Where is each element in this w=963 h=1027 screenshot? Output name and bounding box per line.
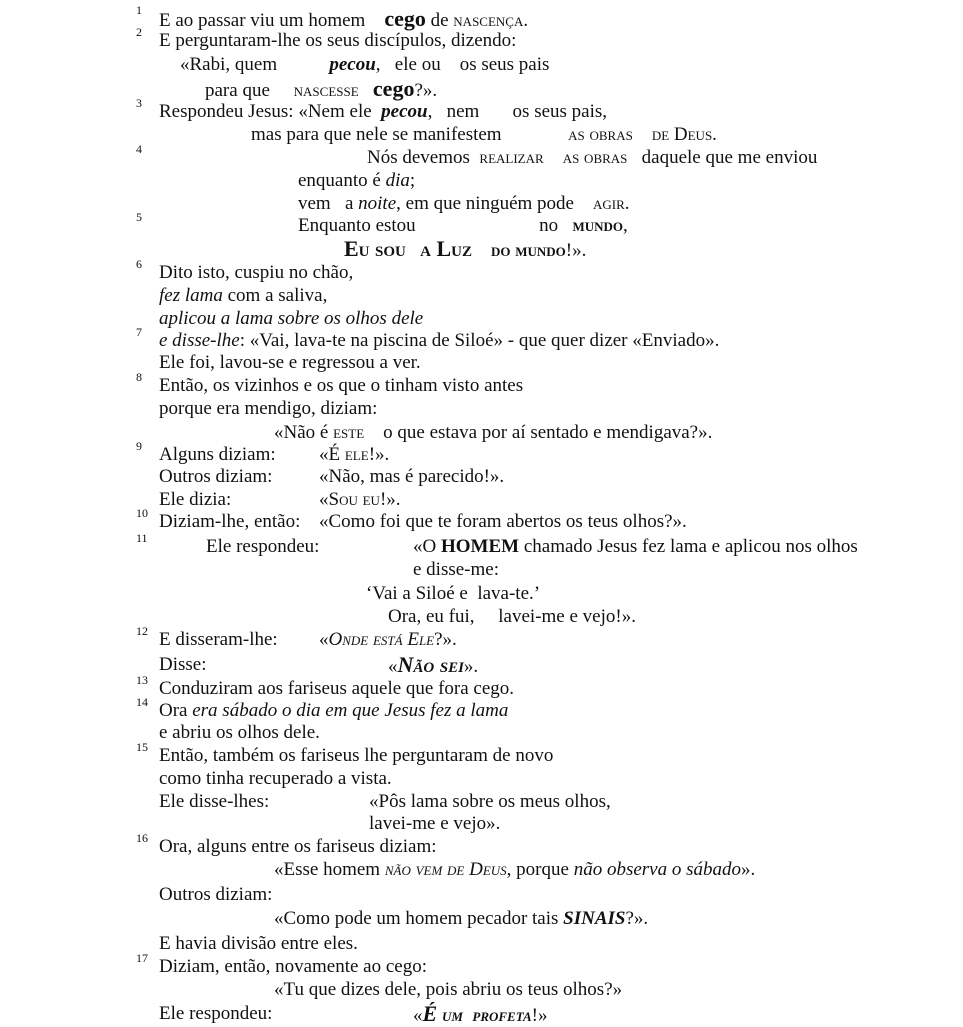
text-segment: Outros diziam: — [159, 884, 273, 905]
verse-number: 10 — [136, 506, 148, 520]
text-segment: SINAIS — [563, 908, 626, 929]
text-line — [159, 8, 528, 32]
text-segment: era sábado o dia em que Jesus fez a lama — [192, 700, 509, 721]
text-line — [159, 768, 392, 790]
text-segment: e disse-me: — [413, 559, 500, 580]
text-segment: , em que ninguém pode — [396, 193, 593, 214]
verse-number: 4 — [136, 142, 142, 156]
text-segment: cego — [384, 6, 426, 31]
text-segment: e abriu os olhos dele. — [159, 722, 320, 743]
text-segment: Sou eu — [328, 489, 380, 510]
text-segment: não vem de Deus — [384, 859, 507, 880]
verse-number: 11 — [136, 531, 148, 545]
text-line — [159, 678, 514, 700]
text-line — [159, 308, 423, 330]
text-segment: aplicou a lama sobre os olhos dele — [159, 308, 424, 329]
text-line — [388, 606, 636, 628]
text-line-column2 — [319, 489, 401, 511]
text-segment: mundo — [572, 215, 623, 236]
text-segment: de Deus — [651, 124, 713, 145]
text-segment: as obras — [562, 147, 628, 168]
text-line — [298, 215, 628, 237]
text-segment: «O — [413, 536, 441, 557]
text-segment: «Rabi, quem — [180, 54, 330, 75]
text-segment: Ora, alguns entre os fariseus diziam: — [159, 836, 437, 857]
text-segment: !». — [379, 489, 401, 510]
text-segment: Diziam, então, novamente ao cego: — [159, 956, 428, 977]
text-segment: lavei-me e vejo». — [369, 813, 501, 834]
text-segment: « — [388, 656, 398, 677]
text-segment: Onde está Ele — [328, 629, 435, 650]
text-line — [159, 933, 358, 955]
text-line — [367, 147, 817, 169]
text-line — [206, 536, 319, 558]
text-segment: vem a — [298, 193, 359, 214]
text-segment: profeta — [472, 1005, 532, 1026]
text-line — [159, 1003, 272, 1025]
text-segment: !». — [368, 444, 390, 465]
text-line — [159, 285, 327, 307]
text-segment: as obras — [568, 124, 633, 145]
text-segment: ; — [409, 170, 416, 191]
text-line — [159, 262, 353, 284]
text-segment: ?». — [434, 629, 457, 650]
text-segment: um — [441, 1005, 463, 1026]
verse-number: 15 — [136, 740, 148, 754]
text-segment: Ora — [159, 700, 193, 721]
text-segment: Ele disse-lhes: — [159, 791, 270, 812]
verse-number: 1 — [136, 3, 142, 17]
text-segment: Então, também os fariseus lhe perguntaram de novo — [159, 745, 554, 766]
text-segment: e disse-lhe — [159, 330, 240, 351]
text-segment: !» — [531, 1005, 548, 1026]
text-segment: , ele ou os seus pais — [375, 54, 550, 75]
text-segment: de — [425, 10, 454, 31]
text-segment: mas para que nele se manifestem — [251, 124, 569, 145]
text-segment: . — [624, 193, 630, 214]
text-segment: este — [333, 422, 365, 443]
text-line — [159, 398, 377, 420]
text-line-column2 — [319, 629, 457, 651]
text-segment: Conduziram aos fariseus aquele que fora cego. — [159, 678, 515, 699]
text-segment: Eu sou — [344, 236, 406, 261]
text-segment — [359, 80, 373, 101]
text-segment: , porque — [506, 859, 574, 880]
text-segment: « — [319, 629, 329, 650]
verse-number: 12 — [136, 624, 148, 638]
text-line — [274, 979, 622, 1001]
text-segment: «Esse homem — [274, 859, 385, 880]
text-segment — [406, 240, 420, 261]
text-segment: Alguns diziam: — [159, 444, 276, 465]
text-segment: ». — [741, 859, 756, 880]
verse-number: 3 — [136, 96, 142, 110]
text-segment: Ora, eu fui, lavei-me e vejo!». — [388, 606, 636, 627]
text-segment: Disse: — [159, 654, 207, 675]
text-segment: Outros diziam: — [159, 466, 273, 487]
text-segment: pecou — [329, 54, 376, 75]
text-line-column2 — [413, 536, 858, 558]
verse-number: 16 — [136, 831, 148, 845]
text-segment: HOMEM — [440, 536, 520, 557]
text-segment: para que — [205, 80, 294, 101]
text-line — [274, 908, 648, 930]
text-segment: Diziam-lhe, então: — [159, 511, 301, 532]
text-segment: Ele dizia: — [159, 489, 232, 510]
text-segment: : «Vai, lava-te na piscina de Siloé» - que quer dizer «Enviado». — [239, 330, 720, 351]
text-segment: cego — [372, 76, 415, 101]
text-segment: Dito isto, cuspiu no chão, — [159, 262, 354, 283]
text-line — [159, 722, 320, 744]
text-segment: , nem os seus pais, — [427, 101, 608, 122]
text-segment: com a saliva, — [222, 285, 328, 306]
text-segment: «Como pode um homem pecador tais — [274, 908, 564, 929]
verse-number: 17 — [136, 951, 148, 965]
text-segment — [472, 240, 491, 261]
text-segment: Então, os vizinhos e os que o tinham visto antes — [159, 375, 524, 396]
text-line — [366, 583, 540, 605]
text-line — [159, 791, 269, 813]
verse-number: 2 — [136, 25, 142, 39]
text-line — [159, 489, 231, 511]
text-segment: E havia divisão entre eles. — [159, 933, 358, 954]
text-segment: realizar — [479, 147, 544, 168]
text-line — [159, 375, 523, 397]
text-segment: «Tu que dizes dele, pois abriu os teus olhos?» — [274, 979, 623, 1000]
text-line-column2 — [319, 511, 687, 533]
text-line-column2 — [319, 444, 389, 466]
text-segment: «Não, mas é parecido!». — [319, 466, 505, 487]
text-line — [274, 859, 755, 881]
verse-number: 6 — [136, 257, 142, 271]
verse-number: 7 — [136, 325, 142, 339]
text-segment: ‘Vai a Siloé e lava-te.’ — [366, 583, 541, 604]
text-segment: Nós devemos — [367, 147, 480, 168]
text-segment: nascença. — [453, 10, 529, 31]
text-segment — [544, 147, 563, 168]
text-line-column2 — [413, 1003, 547, 1027]
text-line — [159, 700, 508, 722]
text-segment: ?». — [625, 908, 649, 929]
text-line — [159, 629, 278, 651]
verse-number: 13 — [136, 673, 148, 687]
text-segment: É — [422, 1001, 438, 1026]
verse-number: 8 — [136, 370, 142, 384]
text-line — [298, 170, 415, 192]
text-segment: não observa o sábado — [573, 859, 741, 880]
text-segment: Ele respondeu: — [159, 1003, 273, 1024]
text-line — [159, 745, 553, 767]
text-segment: «Como foi que te foram abertos os teus olhos?». — [319, 511, 687, 532]
text-line — [159, 101, 607, 123]
text-line — [159, 511, 300, 533]
text-line-column2 — [388, 654, 478, 678]
text-line — [159, 330, 719, 352]
verse-number: 9 — [136, 439, 142, 453]
text-line — [344, 238, 586, 262]
text-segment: . — [712, 124, 717, 145]
text-segment: como tinha recuperado a vista. — [159, 768, 392, 789]
text-line — [159, 30, 516, 52]
text-segment: agir — [592, 193, 625, 214]
text-segment: ». — [463, 656, 479, 677]
text-segment: E ao passar viu um homem — [159, 10, 385, 31]
text-segment: ?». — [414, 80, 438, 101]
text-segment: noite — [358, 193, 397, 214]
text-segment: do mundo — [490, 240, 566, 261]
text-segment: porque era mendigo, diziam: — [159, 398, 378, 419]
text-segment: a Luz — [420, 236, 472, 261]
text-line — [298, 193, 630, 215]
text-line — [159, 654, 207, 676]
text-line — [205, 78, 437, 102]
text-segment: «Pôs lama sobre os meus olhos, — [369, 791, 611, 812]
text-line — [159, 466, 272, 488]
text-segment — [463, 1005, 473, 1026]
text-line-column2 — [369, 791, 611, 813]
text-segment: nascesse — [293, 80, 359, 101]
text-segment: Ele respondeu: — [206, 536, 320, 557]
text-segment: daquele que me enviou — [627, 147, 818, 168]
text-segment: É ele — [328, 444, 369, 465]
text-line — [413, 559, 499, 581]
text-segment: dia — [385, 170, 410, 191]
text-segment: Não sei — [397, 652, 464, 677]
text-segment: enquanto é — [298, 170, 386, 191]
text-segment: Respondeu Jesus: «Nem ele — [159, 101, 382, 122]
text-segment: E disseram-lhe: — [159, 629, 278, 650]
text-line — [180, 54, 549, 76]
text-line-column2 — [319, 466, 504, 488]
text-segment: !». — [565, 240, 587, 261]
text-segment: « — [413, 1005, 423, 1026]
text-line — [159, 836, 437, 858]
text-line — [274, 422, 712, 444]
text-segment: « — [319, 489, 329, 510]
text-line — [159, 884, 272, 906]
text-segment: Ele foi, lavou-se e regressou a ver. — [159, 352, 421, 373]
text-segment: Enquanto estou no — [298, 215, 573, 236]
text-segment: chamado Jesus fez lama e aplicou nos olhos — [519, 536, 858, 557]
verse-number: 14 — [136, 695, 148, 709]
text-segment: «Não é — [274, 422, 334, 443]
text-segment: , — [622, 215, 628, 236]
text-segment: pecou — [381, 101, 428, 122]
text-segment — [633, 124, 652, 145]
text-segment: fez lama — [159, 285, 223, 306]
verse-number: 5 — [136, 210, 142, 224]
text-segment: o que estava por aí sentado e mendigava?». — [364, 422, 713, 443]
text-line — [159, 956, 427, 978]
text-segment: E perguntaram-lhe os seus discípulos, dizendo: — [159, 30, 517, 51]
text-line — [251, 124, 717, 146]
text-line — [159, 444, 276, 466]
text-segment: « — [319, 444, 329, 465]
text-line — [369, 813, 500, 835]
text-line — [159, 352, 421, 374]
